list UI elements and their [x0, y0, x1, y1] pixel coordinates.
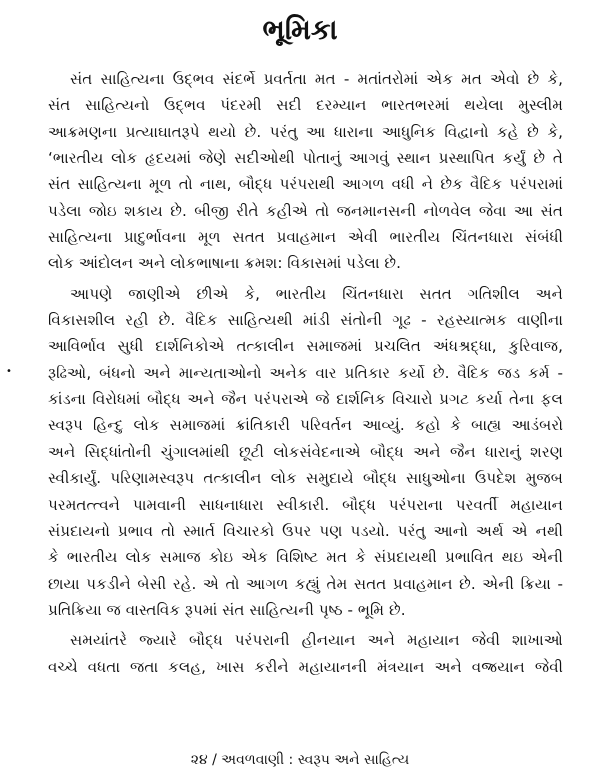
text-line: અને સિદ્ધાંતોની ચુંગાલમાંથી છૂટી લોકસંવેદનાએ બૌદ્ધ અને જૈન ધારાનું શરણ: [48, 442, 563, 461]
text-line: પ્રતિક્રિયા જ વાસ્તવિક રૂપમાં સંત સાહિત્યની પૃષ્ઠ - ભૂમિ છે.: [48, 600, 406, 619]
text-line: રૂઢિઓ, બંધનો અને માન્યતાઓનો અનેક વાર પ્રતિકાર કર્યો છે. વૈદિક જડ કર્મ -: [48, 363, 563, 382]
text-line: સમયાંતરે જ્યારે બૌદ્ધ પરંપરાની હીનયાન અને મહાયાન જેવી શાખાઓ: [70, 631, 563, 650]
body-text: [48, 66, 563, 680]
text-line: સ્વરૂપ હિન્દુ લોક સમાજમાં ક્રાંતિકારી પરિવર્તન આવ્યું. કહો કે બાહ્ય આડંબરો: [48, 416, 563, 435]
text-line: સ્વીકાર્યું. પરિણામસ્વરૂપ તત્કાલીન લોક સમુદાયે બૌદ્ધ સાધુઓના ઉપદેશ મુજબ: [48, 469, 563, 488]
text-line: છાયા પકડીને બેસી રહે. એ તો આગળ કહ્યું તેમ સતત પ્રવાહમાન છે. એની ક્રિયા -: [48, 574, 563, 593]
page-title: ભૂમિકા: [262, 13, 338, 46]
text-line: સંત સાહિત્યના ઉદ્ભવ સંદર્ભે પ્રવર્તતા મત - મતાંતરોમાં એક મત એવો છે કે,: [70, 70, 563, 88]
text-line: લોક આંદોલન અને લોકભાષાના ક્રમશ: વિકાસમાં પડેલા છે.: [48, 254, 401, 273]
text-line: વિકાસશીલ રહી છે. વૈદિક સાહિત્યથી માંડી સંતોની ગૂઢ - રહસ્યાત્મક વાણીના: [48, 311, 563, 330]
margin-mark: •: [6, 366, 12, 377]
text-line: વચ્ચે વધતા જતા કલહ, ખાસ કરીને મહાયાનની મંત્રયાન અને વજ્રયાન જેવી: [48, 657, 563, 676]
text-line: પડેલા જોઇ શકાય છે. બીજી રીતે કહીએ તો જનમાનસની નોળવેલ જેવા આ સંત: [48, 201, 563, 220]
text-line: ‘ભારતીય લોક હૃદયમાં જેણે સદીઓથી પોતાનું આગવું સ્થાન પ્રસ્થાપિત કર્યું છે તે: [48, 149, 563, 168]
text-line: સાહિત્યના પ્રાદુર્ભાવના મૂળ સતત પ્રવાહમાન એવી ભારતીય ચિંતનધારા સંબંધી: [48, 228, 563, 247]
text-line: આવિર્ભાવ સુધી દાર્શનિકોએ તત્કાલીન સમાજમાં પ્રચલિત અંધશ્રદ્ધા, કુરિવાજ,: [48, 337, 563, 356]
text-line: સંત સાહિત્યના મૂળ તો નાથ, બૌદ્ધ પરંપરાથી આગળ વધી ને છેક વૈદિક પરંપરામાં: [48, 175, 563, 194]
text-line: કે ભારતીય લોક સમાજ કોઇ એક વિશિષ્ટ મત કે સંપ્રદાયથી પ્રભાવિત થઇ એની: [48, 548, 563, 567]
text-line: કાંડના વિરોધમાં બૌદ્ધ અને જૈન પરંપરાએ જે દાર્શનિક વિચારો પ્રગટ કર્યા તેના ફલ: [48, 390, 563, 409]
text-line: પરમતત્ત્વને પામવાની સાધનાધારા સ્વીકારી. બૌદ્ધ પરંપરાના પરવર્તી મહાયાન: [48, 495, 563, 514]
text-line: સંત સાહિત્યનો ઉદ્ભવ પંદરમી સદી દરમ્યાન ભારતભરમાં થયેલા મુસ્લીમ: [48, 96, 563, 115]
page-footer: ૨૪ / અવળવાણી : સ્વરૂપ અને સાહિત્ય: [190, 752, 410, 768]
text-line: આપણે જાણીએ છીએ કે, ભારતીય ચિંતનધારા સતત ગતિશીલ અને: [70, 284, 563, 303]
text-line: સંપ્રદાયનો પ્રભાવ તો સ્માર્ત વિચારકો ઉપર પણ પડયો. પરંતુ આનો અર્થ એ નથી: [48, 521, 563, 540]
text-line: આક્રમણના પ્રત્યાઘાતરૂપે થયો છે. પરંતુ આ ધારાના આધુનિક વિદ્વાનો કહે છે કે,: [48, 122, 563, 141]
